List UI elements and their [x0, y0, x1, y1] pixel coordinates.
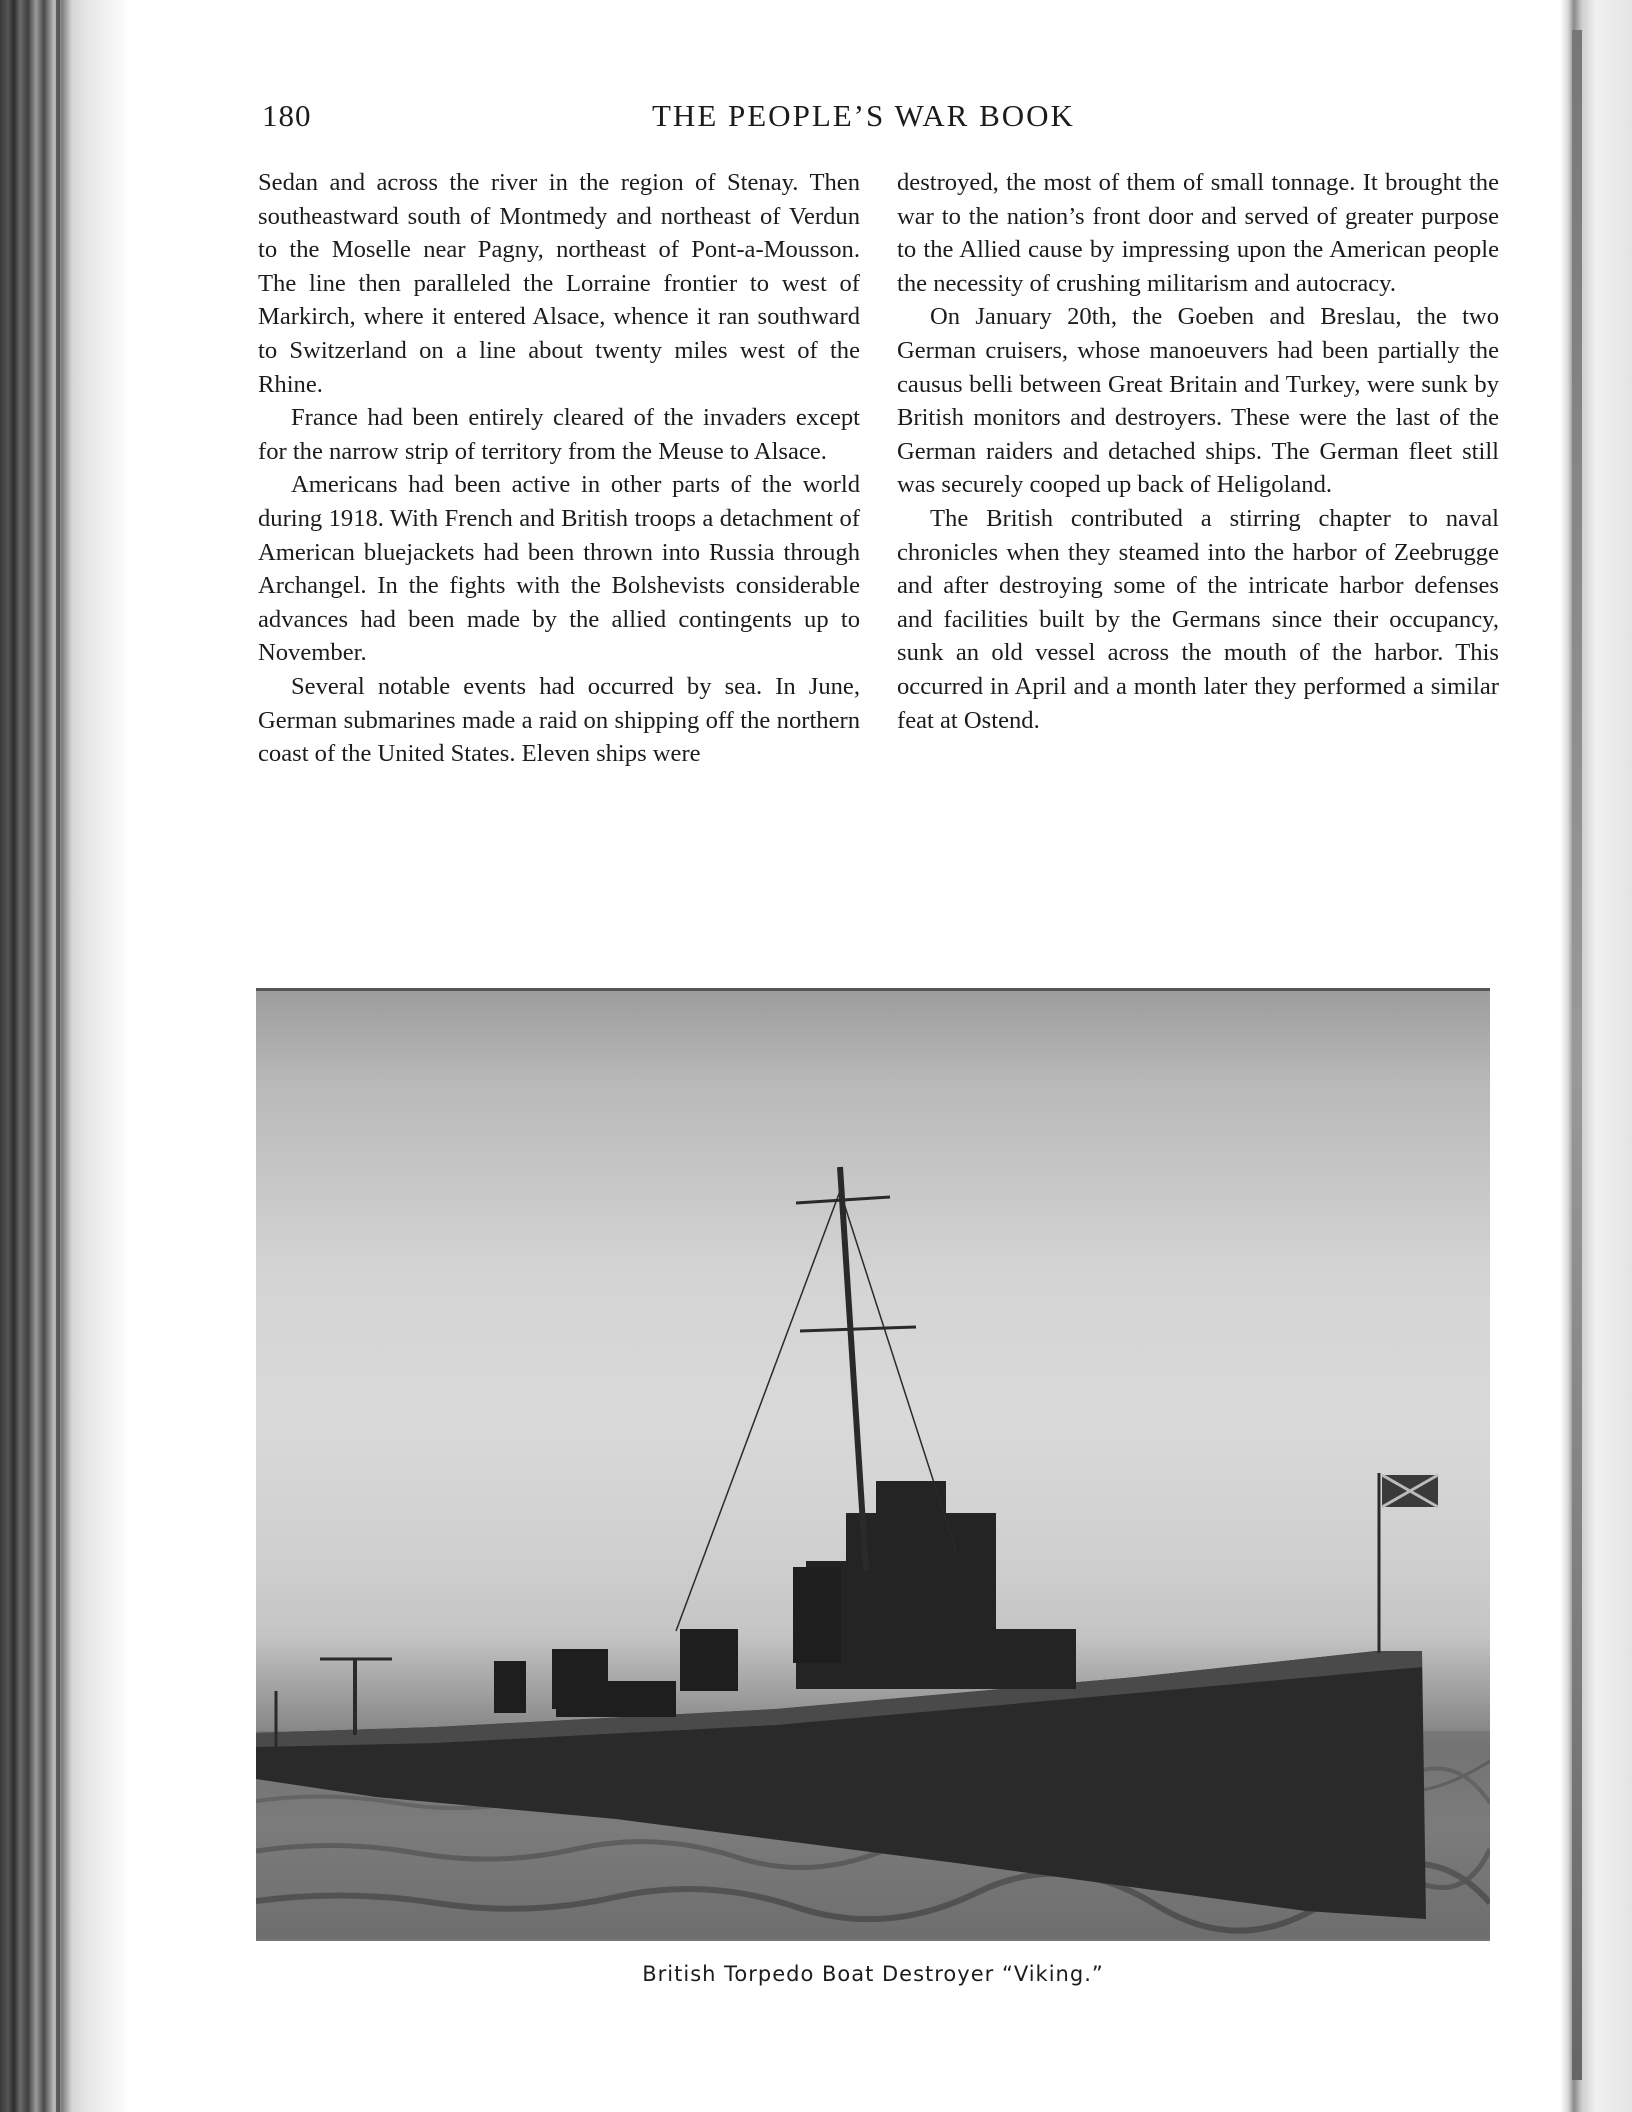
running-head — [262, 98, 1512, 146]
funnels — [494, 1567, 841, 1717]
ensign-flag — [1382, 1475, 1438, 1507]
figure-caption: British Torpedo Boat Destroyer “Viking.” — [642, 1962, 1104, 1986]
paragraph: Several notable events had occurred by sea. In June, German submarines made a raid on shipping off the northern coast of the United States. Eleven ships were — [258, 672, 860, 768]
ship-illustration — [256, 991, 1490, 1939]
book-title: THE PEOPLE’S WAR BOOK — [652, 98, 1075, 133]
paragraph: France had been entirely cleared of the invaders except for the narrow strip of territory from the Meuse to Alsace. — [258, 404, 860, 465]
page-number: 180 — [262, 98, 312, 133]
paragraph: The British contributed a stirring chapter to naval chronicles when they steamed into the harbor of Zeebrugge and after destroying some of the intricate harbor defenses and facilities built by the Germans since their occupancy, sunk an old vessel across the mouth of the harbor. This occurred in April and a month later they performed a similar feat at Ostend. — [897, 504, 1499, 734]
paragraph: On January 20th, the Goeben and Breslau, the two German cruisers, whose manoeuvers had been partially the causus belli between Great Britain and Turkey, were sunk by British monitors and destroyers. These were the last of the German raiders and detached ships. The German fleet still was securely cooped up back of Heligoland. — [897, 303, 1499, 499]
paragraph: Americans had been active in other parts of the world during 1918. With French and British troops a detachment of American bluejackets had been thrown into Russia through Archangel. In the fights with the Bolshevists considerable advances had been made by the allied contingents up to November. — [258, 471, 860, 667]
book-binding-edge — [0, 0, 130, 2112]
page-right-edge — [1560, 0, 1632, 2112]
destroyer-photo — [256, 988, 1490, 1941]
left-column — [258, 166, 860, 771]
right-column — [897, 166, 1499, 737]
paragraph: Sedan and across the river in the region of Stenay. Then southeastward south of Montmedy and northeast of Verdun to the Moselle near Pagny, northeast of Pont-a-Mousson. The line then paralleled the Lorraine frontier to west of Markirch, where it entered Alsace, whence it ran southward to Switzerland on a line about twenty miles west of the Rhine. — [258, 169, 860, 398]
paragraph: destroyed, the most of them of small tonnage. It brought the war to the nation’s front door and served of greater purpose to the Allied cause by impressing upon the American people the necessity of crushing militarism and autocracy. — [897, 169, 1499, 297]
